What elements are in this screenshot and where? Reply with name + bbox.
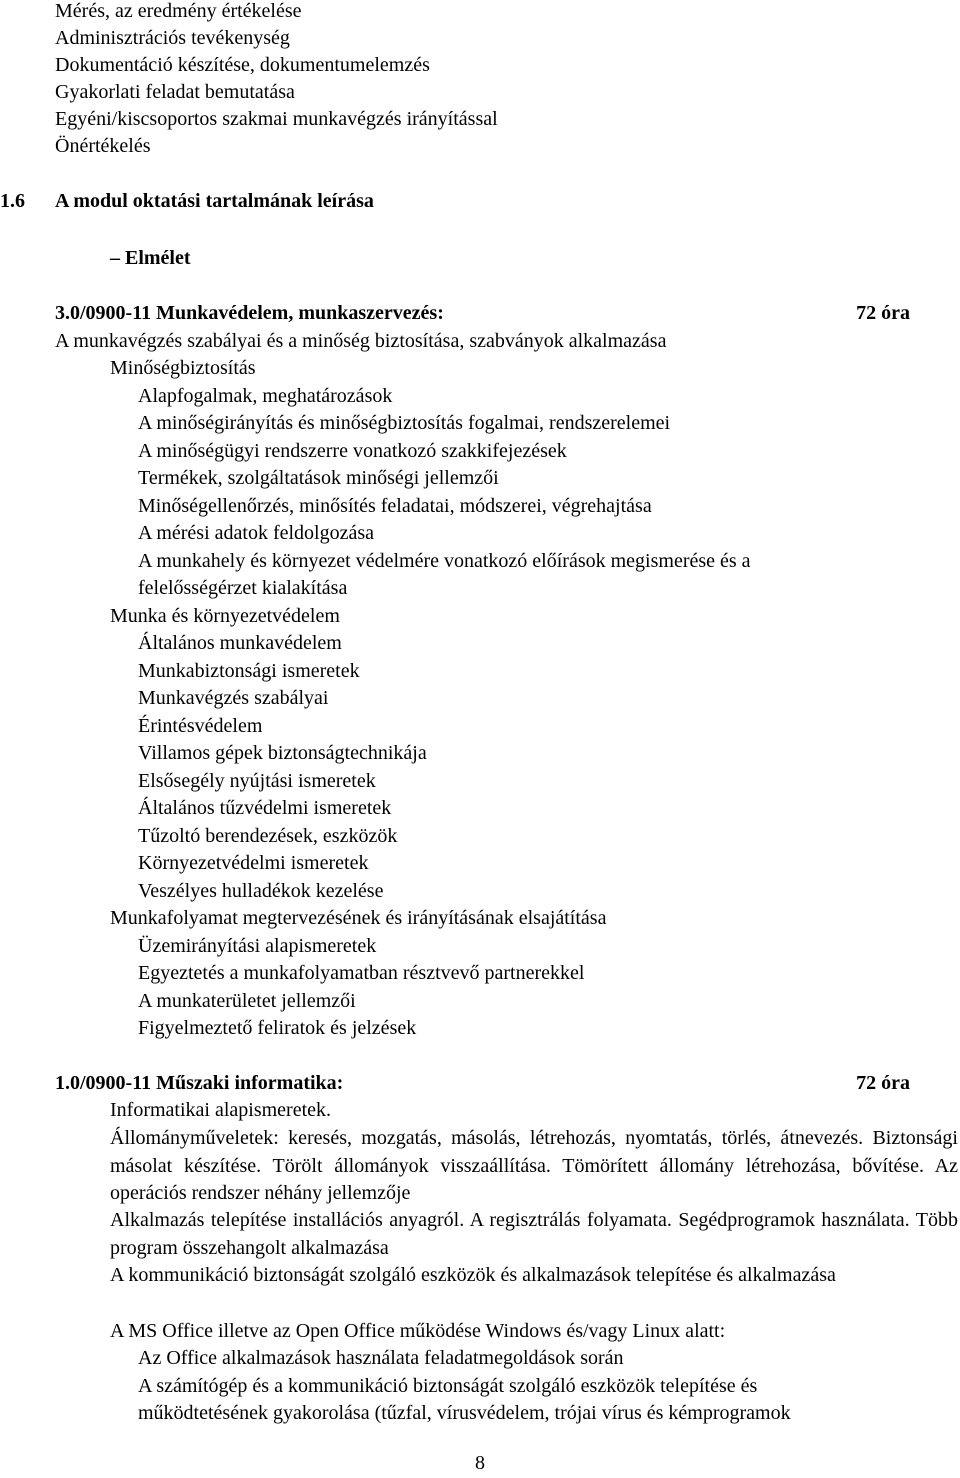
content-line: A munkahely és környezet védelmére vonatkozó előírások megismerése és a — [138, 550, 751, 572]
content-line: Általános munkavédelem — [138, 632, 342, 654]
module-title: 3.0/0900-11 Munkavédelem, munkaszervezés: — [55, 302, 444, 324]
content-line: Informatikai alapismeretek. — [110, 1099, 332, 1121]
content-line: felelősségérzet kialakítása — [138, 577, 348, 599]
content-line: Minőségbiztosítás — [110, 357, 256, 379]
content-line: A minőségügyi rendszerre vonatkozó szakkifejezések — [138, 440, 567, 462]
content-line: Tűzoltó berendezések, eszközök — [138, 825, 398, 847]
content-line: A munkaterületet jellemzői — [138, 990, 356, 1012]
section-number: 1.6 — [0, 190, 25, 212]
content-line: Termékek, szolgáltatások minőségi jellemzői — [138, 467, 499, 489]
content-line: Környezetvédelmi ismeretek — [138, 852, 369, 874]
module-header — [55, 1070, 910, 1098]
content-line: A mérési adatok feldolgozása — [138, 522, 375, 544]
content-line: Munkafolyamat megtervezésének és irányításának elsajátítása — [110, 907, 607, 929]
content-line: Figyelmeztető feliratok és jelzések — [138, 1017, 417, 1039]
list-item: Gyakorlati feladat bemutatása — [55, 81, 295, 103]
module-hours: 72 óra — [856, 302, 910, 324]
content-line: Villamos gépek biztonságtechnikája — [138, 742, 427, 764]
module-hours: 72 óra — [856, 1072, 910, 1094]
content-line: Egyeztetés a munkafolyamatban résztvevő partnerekkel — [138, 962, 585, 984]
content-line: Munkabiztonsági ismeretek — [138, 660, 360, 682]
content-line: A minőségirányítás és minőségbiztosítás fogalmai, rendszerelemei — [138, 412, 671, 434]
content-line: Az Office alkalmazások használata feladatmegoldások során — [138, 1347, 624, 1369]
paragraph: Alkalmazás telepítése installációs anyagról. A regisztrálás folyamata. Segédprogramok használata. Több program összehangolt alkalmazása — [110, 1209, 958, 1259]
content-line: Üzemirányítási alapismeretek — [138, 935, 377, 957]
content-line: Munka és környezetvédelem — [110, 605, 340, 627]
list-item: Dokumentáció készítése, dokumentumelemzés — [55, 54, 430, 76]
paragraph: A kommunikáció biztonságát szolgáló eszközök és alkalmazások telepítése és alkalmazása — [110, 1264, 836, 1286]
content-line: A számítógép és a kommunikáció biztonságát szolgáló eszközök telepítése és — [138, 1375, 758, 1397]
page-number: 8 — [475, 1452, 485, 1474]
subsection-heading: – Elmélet — [110, 247, 191, 269]
content-line: Érintésvédelem — [138, 715, 263, 737]
content-line: A munkavégzés szabályai és a minőség biztosítása, szabványok alkalmazása — [55, 330, 667, 352]
list-item: Adminisztrációs tevékenység — [55, 27, 290, 49]
list-item: Mérés, az eredmény értékelése — [55, 0, 302, 22]
paragraph: Állományműveletek: keresés, mozgatás, másolás, létrehozás, nyomtatás, törlés, átnevezés. Biztonsági másolat készítése. Törölt állományok visszaállítása. Tömörített állomány létrehozása, bővítése. Az operációs rendszer néhány jellemzője — [110, 1127, 958, 1204]
list-item: Egyéni/kiscsoportos szakmai munkavégzés irányítással — [55, 108, 498, 130]
content-line: Munkavégzés szabályai — [138, 687, 329, 709]
content-line: Veszélyes hulladékok kezelése — [138, 880, 384, 902]
list-item: Önértékelés — [55, 135, 151, 157]
content-line: Elsősegély nyújtási ismeretek — [138, 770, 376, 792]
content-line: A MS Office illetve az Open Office működése Windows és/vagy Linux alatt: — [110, 1320, 726, 1342]
content-line: Minőségellenőrzés, minősítés feladatai, módszerei, végrehajtása — [138, 495, 652, 517]
content-line: működtetésének gyakorolása (tűzfal, vírusvédelem, trójai vírus és kémprogramok — [138, 1402, 791, 1424]
content-line: Általános tűzvédelmi ismeretek — [138, 797, 392, 819]
module-title: 1.0/0900-11 Műszaki informatika: — [55, 1072, 344, 1094]
content-line: Alapfogalmak, meghatározások — [138, 385, 393, 407]
module-header — [55, 300, 910, 328]
section-title: A modul oktatási tartalmának leírása — [55, 190, 374, 212]
